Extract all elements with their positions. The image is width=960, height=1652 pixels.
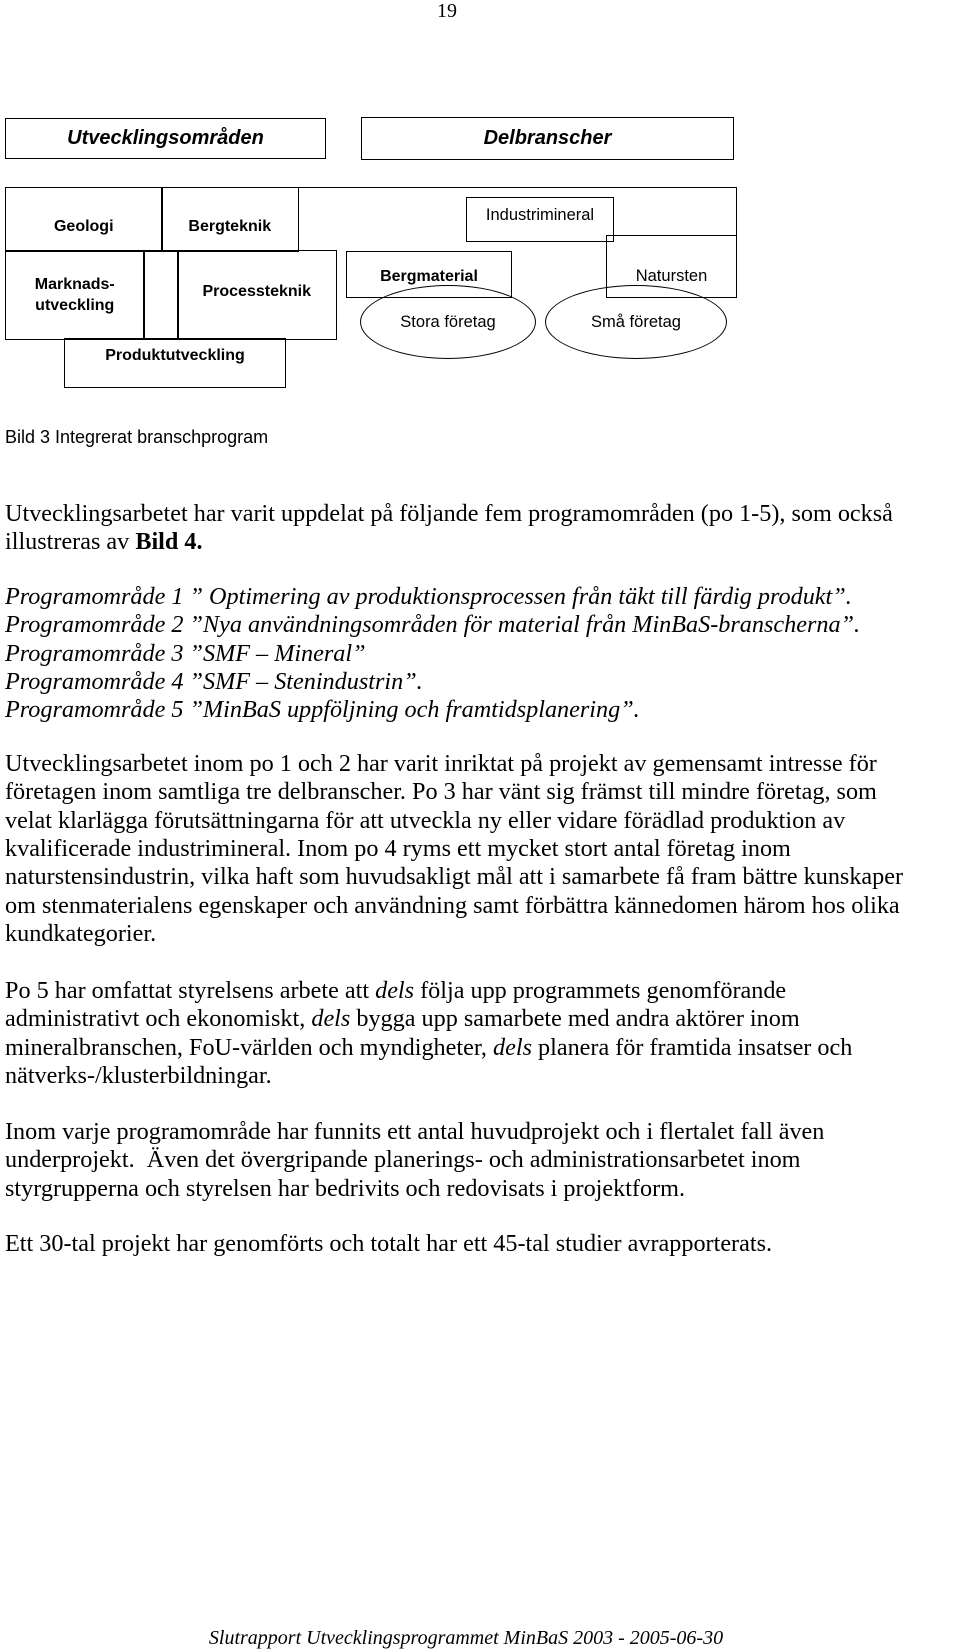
text-line: velat klarlägga förutsättningarna för att utveckla ny eller vidare förädlad produktion av xyxy=(5,806,846,834)
text-line: Inom varje programområde har funnits ett antal huvudprojekt och i flertalet fall även xyxy=(5,1118,825,1145)
label-bergteknik: Bergteknik xyxy=(188,217,272,235)
text-line xyxy=(5,1034,852,1062)
text-line: Utvecklingsarbetet har varit uppdelat på följande fem programområden (po 1-5), som också xyxy=(5,500,893,527)
label-bergmaterial: Bergmaterial xyxy=(380,268,478,285)
page-footer: Slutrapport Utvecklingsprogrammet MinBaS 2003 - 2005-06-30 xyxy=(208,1627,724,1649)
text-line: om stenmaterialens egenskaper och användning samt förbättra kännedomen härom hos olika xyxy=(5,891,900,919)
figure-integrated-program xyxy=(0,0,760,400)
text-line xyxy=(5,528,893,556)
box-processteknik xyxy=(177,250,337,340)
text-line: styrgrupperna och styrelsen har bedrivits och redovisats i projektform. xyxy=(5,1174,685,1202)
text-segment: illustreras av xyxy=(5,528,136,556)
text-line: naturstensindustrin, vilka haft som huvudsakligt mål att i samarbete få fram bättre kunskaper xyxy=(5,863,904,891)
header-label-development-areas: Utvecklingsområden xyxy=(67,127,264,149)
emphasis-dels: dels xyxy=(375,977,415,1004)
text-segment: följa upp programmets genomförande xyxy=(414,977,787,1004)
text-line: underprojekt. Även det övergripande planerings- och administrationsarbetet inom xyxy=(5,1146,801,1174)
program-area-item: Programområde 2 ”Nya användningsområden för material från MinBaS-branscherna”. xyxy=(5,611,861,639)
label-marknadsutveckling xyxy=(35,274,115,316)
text-line xyxy=(5,977,852,1005)
text-line: företagen inom samtliga tre delbranscher. Po 3 har vänt sig främst till mindre företag, som xyxy=(5,778,877,806)
text-line: nätverks-/klusterbildningar. xyxy=(5,1062,272,1090)
label-sma-foretag: Små företag xyxy=(591,312,681,331)
header-box-subsectors xyxy=(361,117,734,160)
header-label-subsectors: Delbranscher xyxy=(483,127,612,149)
program-area-item: Programområde 1 ” Optimering av produktionsprocessen från täkt till färdig produkt”. xyxy=(5,583,852,610)
paragraph-intro xyxy=(5,500,893,557)
text-line: kvalificerade industrimineral. Inom po 4 ryms ett mycket stort antal företag inom xyxy=(5,835,791,863)
ellipse-stora-foretag xyxy=(360,285,536,359)
text-line xyxy=(5,1005,852,1033)
text-line: Ett 30-tal projekt har genomförts och totalt har ett 45-tal studier avrapporterats. xyxy=(5,1230,773,1257)
label-marknadsutveckling-line-2: utveckling xyxy=(35,296,115,314)
ellipse-sma-foretag xyxy=(545,285,727,359)
text-segment: planera för framtida insatser och xyxy=(531,1033,853,1061)
program-area-list xyxy=(5,583,860,725)
box-marknadsutveckling xyxy=(5,250,145,340)
text-line: kundkategorier. xyxy=(5,920,157,948)
program-area-item: Programområde 3 ”SMF – Mineral” xyxy=(5,639,366,667)
label-produktutveckling: Produktutveckling xyxy=(105,346,245,364)
text-line: Utvecklingsarbetet inom po 1 och 2 har varit inriktat på projekt av gemensamt intresse för xyxy=(5,750,877,777)
program-area-item: Programområde 5 ”MinBaS uppföljning och framtidsplanering”. xyxy=(5,696,640,724)
header-box-development-areas xyxy=(5,118,326,159)
label-marknadsutveckling-line-1: Marknads- xyxy=(34,275,115,293)
text-segment: mineralbranschen, FoU-världen och myndigheter, xyxy=(5,1033,494,1061)
box-bergteknik xyxy=(161,187,299,252)
figure-caption: Bild 3 Integrerat branschprogram xyxy=(5,427,269,447)
label-stora-foretag: Stora företag xyxy=(400,312,496,331)
program-area-item: Programområde 4 ”SMF – Stenindustrin”. xyxy=(5,668,423,696)
box-spacer-column xyxy=(143,250,179,340)
text-segment: Po 5 har omfattat styrelsens arbete att xyxy=(5,977,376,1004)
paragraph-po5 xyxy=(5,977,852,1090)
label-geologi: Geologi xyxy=(53,217,114,235)
emphasis-dels: dels xyxy=(493,1033,532,1061)
figure-reference: Bild 4. xyxy=(135,528,203,556)
paragraph-summary xyxy=(5,1230,772,1258)
box-produktutveckling xyxy=(64,338,286,388)
emphasis-dels: dels xyxy=(311,1005,351,1033)
label-natursten: Natursten xyxy=(635,267,708,285)
paragraph-projects xyxy=(5,1118,824,1203)
box-geologi xyxy=(5,187,163,252)
page-number: 19 xyxy=(437,0,457,22)
text-segment: bygga upp samarbete med andra aktörer inom xyxy=(350,1005,800,1033)
label-industrimineral: Industrimineral xyxy=(485,206,595,224)
paragraph-po-focus xyxy=(5,750,903,948)
label-processteknik: Processteknik xyxy=(202,283,311,301)
text-segment: administrativt och ekonomiskt, xyxy=(5,1005,312,1033)
box-industrimineral xyxy=(466,197,614,242)
